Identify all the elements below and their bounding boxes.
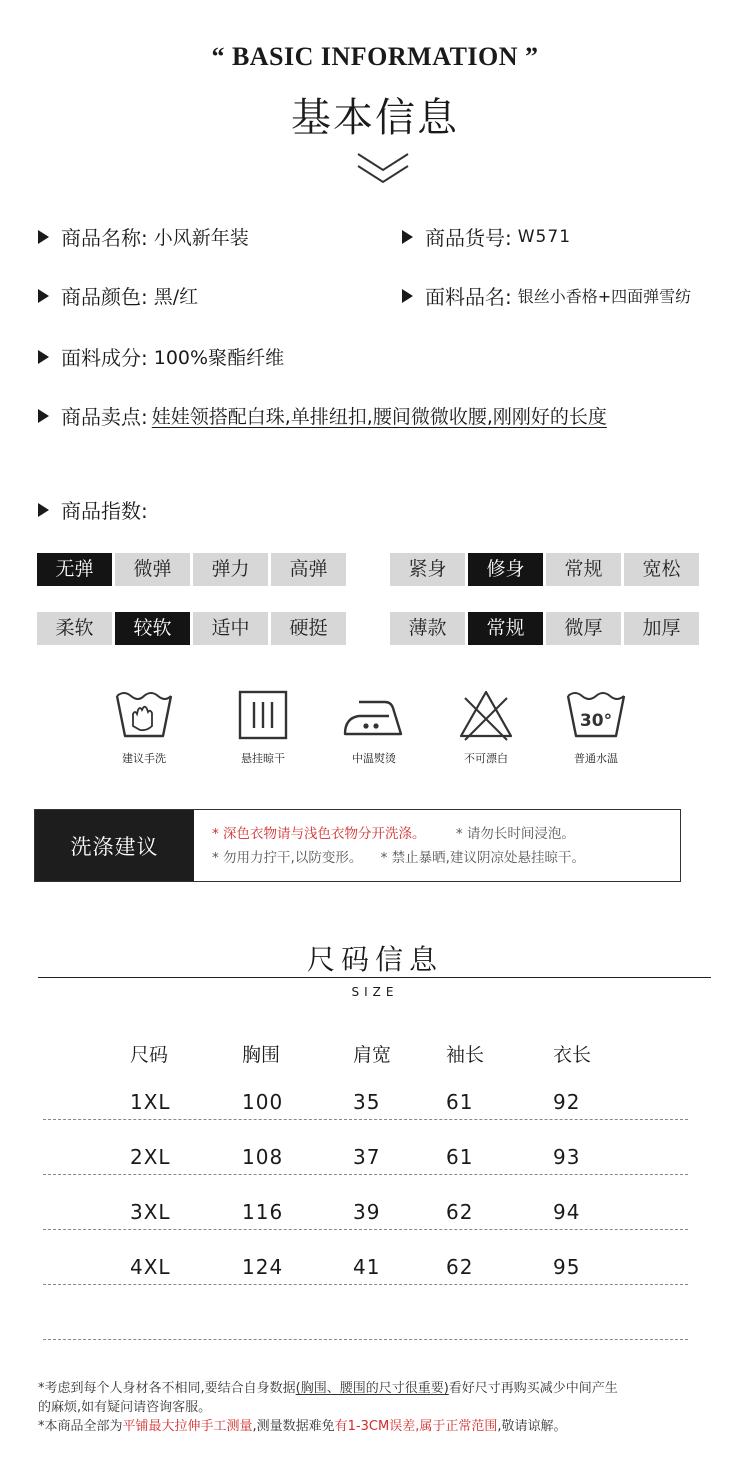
chinese-title: 基本信息 [291, 95, 459, 141]
hand-wash-icon [113, 688, 175, 742]
info-value: 100%聚酯纤维 [153, 347, 285, 369]
softness-scale [37, 612, 346, 645]
size-table-cell: 100 [242, 1090, 284, 1114]
care-label: 不可漂白 [464, 752, 508, 765]
chip-elasticity: 微弹 [115, 553, 190, 586]
elasticity-scale [37, 553, 346, 586]
footnote-text: *考虑到每个人身材各不相同,要结合自身数据 [38, 1381, 296, 1396]
info-product-color [38, 281, 198, 310]
info-value: 黑/红 [153, 286, 199, 308]
size-table-header: 尺码 [130, 1044, 169, 1066]
chip-fit: 常规 [546, 553, 621, 586]
info-selling-points [38, 401, 607, 430]
footnote-line-1 [38, 1380, 618, 1398]
info-label: 商品指数: [61, 499, 148, 523]
washing-tip: * 深色衣物请与浅色衣物分开洗涤。 [212, 826, 426, 842]
washing-advice-box [34, 809, 681, 882]
care-label: 建议手洗 [122, 752, 166, 765]
size-table-cell: 4XL [130, 1255, 171, 1279]
chip-elasticity: 弹力 [193, 553, 268, 586]
chip-thickness: 微厚 [546, 612, 621, 645]
chip-fit: 修身 [468, 553, 543, 586]
size-table-cell: 116 [242, 1200, 284, 1224]
care-label: 悬挂晾干 [241, 752, 285, 765]
care-hand-wash [98, 688, 190, 766]
chip-fit: 宽松 [624, 553, 699, 586]
size-table-header: 袖长 [446, 1044, 485, 1066]
size-table-cell: 37 [353, 1145, 381, 1169]
size-table-cell: 62 [446, 1255, 474, 1279]
size-table-cell: 93 [553, 1145, 581, 1169]
info-label: 商品颜色: [61, 285, 148, 309]
care-no-bleach [440, 688, 532, 766]
washing-advice-tips [194, 810, 680, 881]
table-row-divider [43, 1229, 688, 1230]
footnote-line-2: 的麻烦,如有疑问请咨询客服。 [38, 1400, 212, 1415]
triangle-bullet-icon [38, 289, 49, 303]
footnote-line-3 [38, 1418, 566, 1436]
chip-thickness: 薄款 [390, 612, 465, 645]
info-product-sku [402, 222, 571, 251]
info-fabric-composition [38, 342, 284, 371]
size-table-cell: 108 [242, 1145, 284, 1169]
info-product-name [38, 222, 249, 251]
footnote-text: (胸围、腰围的尺寸很重要) [295, 1381, 449, 1396]
care-iron-medium [328, 688, 420, 766]
care-hang-dry [217, 688, 309, 766]
info-value: 娃娃领搭配白珠,单排纽扣,腰间微微收腰,刚刚好的长度 [151, 406, 607, 428]
washing-tip: * 请勿长时间浸泡。 [455, 826, 575, 842]
info-value: 小风新年装 [153, 227, 249, 249]
triangle-bullet-icon [38, 503, 49, 517]
size-table-cell: 94 [553, 1200, 581, 1224]
info-fabric-name [402, 281, 691, 310]
chip-fit: 紧身 [390, 553, 465, 586]
triangle-bullet-icon [402, 230, 413, 244]
double-chevron-down-icon [355, 150, 411, 186]
size-table-cell: 95 [553, 1255, 581, 1279]
triangle-bullet-icon [38, 230, 49, 244]
hang-dry-icon [232, 688, 294, 742]
info-label: 面料品名: [425, 285, 512, 309]
care-label: 普通水温 [574, 752, 618, 765]
info-value: W571 [517, 226, 572, 247]
size-section-subtitle: SIZE [351, 985, 399, 999]
triangle-bullet-icon [38, 409, 49, 423]
size-table-cell: 2XL [130, 1145, 171, 1169]
chip-softness: 较软 [115, 612, 190, 645]
footnote-text: ,敬请谅解。 [497, 1419, 567, 1434]
chip-thickness: 加厚 [624, 612, 699, 645]
chip-softness: 柔软 [37, 612, 112, 645]
size-table-cell: 62 [446, 1200, 474, 1224]
wash-temp-label: 30° [579, 711, 613, 731]
size-table-header: 肩宽 [353, 1044, 392, 1066]
washing-tip: * 勿用力拧干,以防变形。 [212, 850, 363, 866]
info-label: 商品名称: [61, 226, 148, 250]
footnote-text: ,测量数据难免 [252, 1419, 335, 1434]
size-table-cell: 1XL [130, 1090, 171, 1114]
size-table-cell: 39 [353, 1200, 381, 1224]
chip-elasticity: 高弹 [271, 553, 346, 586]
footnote-text: 平铺最大拉伸手工测量 [122, 1419, 253, 1434]
care-label: 中温熨烫 [352, 752, 396, 765]
info-value: 银丝小香格+四面弹雪纺 [517, 287, 692, 306]
footnote-text: *本商品全部为 [38, 1419, 123, 1434]
wash-30-icon [564, 688, 628, 742]
thickness-scale [390, 612, 699, 645]
size-table-cell: 92 [553, 1090, 581, 1114]
table-row-divider [43, 1339, 688, 1340]
english-title: “ BASIC INFORMATION ” [211, 42, 539, 71]
table-row-divider [43, 1284, 688, 1285]
chip-softness: 适中 [193, 612, 268, 645]
triangle-bullet-icon [38, 350, 49, 364]
footnote-text: 看好尺寸再购买减少中间产生 [448, 1381, 618, 1396]
washing-advice-title: 洗涤建议 [35, 810, 194, 881]
size-table-cell: 35 [353, 1090, 381, 1114]
size-table-header: 衣长 [553, 1044, 592, 1066]
care-wash-30 [550, 688, 642, 766]
size-section-title: 尺码信息 [306, 943, 443, 976]
info-label: 商品卖点: [61, 405, 148, 429]
size-table-cell: 124 [242, 1255, 284, 1279]
chip-softness: 硬挺 [271, 612, 346, 645]
triangle-bullet-icon [402, 289, 413, 303]
size-divider [38, 977, 711, 978]
size-table-cell: 41 [353, 1255, 381, 1279]
size-table-cell: 3XL [130, 1200, 171, 1224]
iron-medium-icon [341, 688, 407, 742]
footnote-text: 有1-3CM误差,属于正常范围 [334, 1419, 498, 1434]
info-label: 面料成分: [61, 346, 148, 370]
info-label: 商品货号: [425, 226, 512, 250]
chip-thickness: 常规 [468, 612, 543, 645]
table-row-divider [43, 1174, 688, 1175]
table-row-divider [43, 1119, 688, 1120]
size-table-header: 胸围 [242, 1044, 281, 1066]
size-table-cell: 61 [446, 1145, 474, 1169]
info-index-label [38, 495, 148, 524]
fit-scale [390, 553, 699, 586]
no-bleach-icon [455, 688, 517, 742]
washing-tip: * 禁止暴晒,建议阴凉处悬挂晾干。 [380, 850, 585, 866]
chip-elasticity: 无弹 [37, 553, 112, 586]
size-table-cell: 61 [446, 1090, 474, 1114]
